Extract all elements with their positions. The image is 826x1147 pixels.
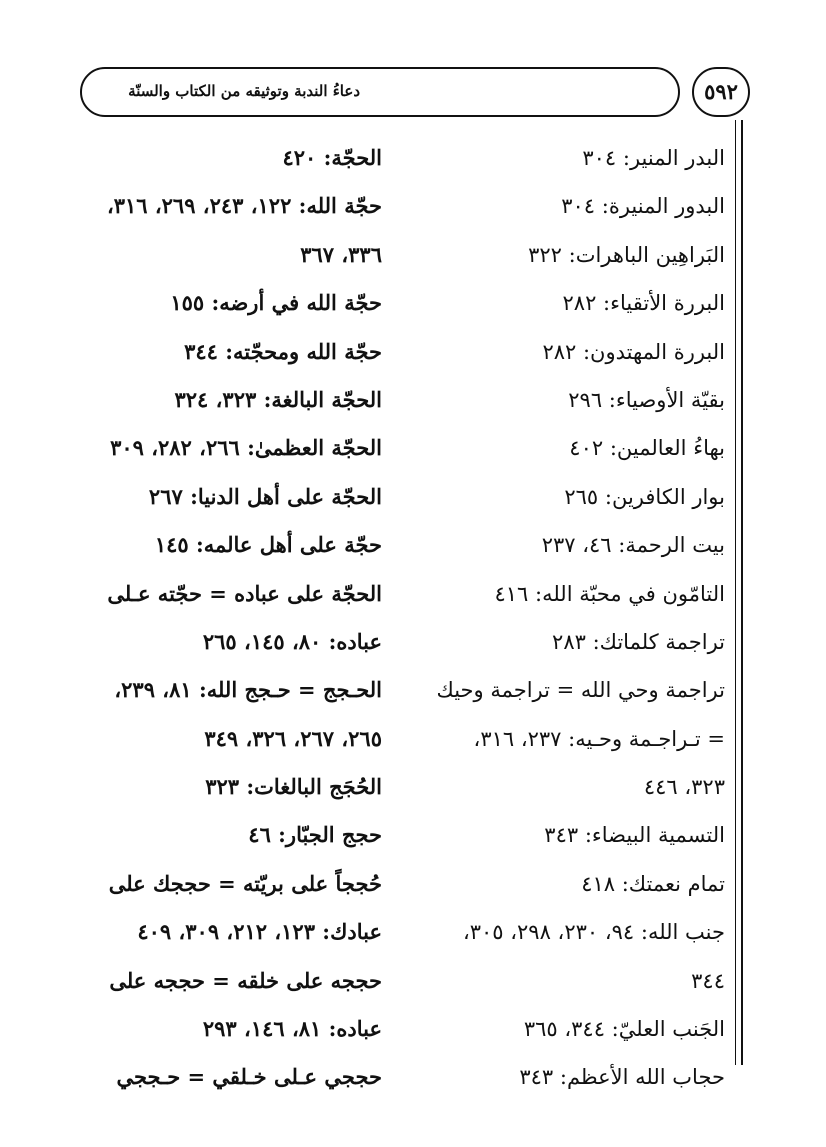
index-line: بقيّة الأوصياء: ٢٩٦ (568, 387, 725, 412)
index-line: الحـجج = حـجج الله: ٨١، ٢٣٩، (114, 677, 382, 703)
index-line: الحجّة: ٤٢٠ (282, 145, 382, 170)
index-line: حجّة الله: ١٢٢، ٢٤٣، ٢٦٩، ٣١٦، (106, 193, 382, 219)
index-line: بهاءُ العالمين: ٤٠٢ (569, 436, 725, 461)
index-line: تمام نعمتك: ٤١٨ (581, 871, 725, 896)
index-line: الحجّة على عباده = حجّته عـلى (107, 580, 382, 606)
index-column-right (400, 134, 725, 1102)
index-line: جنب الله: ٩٤، ٢٣٠، ٢٩٨، ٣٠٥، (462, 920, 725, 945)
index-line: عباده: ٨٠، ١٤٥، ٢٦٥ (202, 628, 382, 654)
index-line: تراجمة وحي الله = تراجمة وحيك (436, 678, 725, 703)
index-line: الجَنب العليّ: ٣٤٤، ٣٦٥ (523, 1017, 725, 1042)
index-line: البدور المنيرة: ٣٠٤ (561, 194, 725, 219)
index-line: عباده: ٨١، ١٤٦، ٢٩٣ (202, 1016, 382, 1042)
index-line: = تـراجـمة وحـيه: ٢٣٧، ٣١٦، (473, 726, 725, 751)
index-line: بوار الكافرين: ٢٦٥ (564, 484, 725, 509)
index-line: بيت الرحمة: ٤٦، ٢٣٧ (541, 533, 725, 558)
index-line: حُججاً على بريّته = حججك على (108, 870, 382, 896)
index-column-left (70, 134, 382, 1102)
index-line: الحُجَج البالغات: ٣٢٣ (205, 774, 382, 800)
margin-rule-inner (735, 120, 736, 1065)
index-line: الحجّة البالغة: ٣٢٣، ٣٢٤ (174, 386, 382, 412)
index-line: حجج الجبّار: ٤٦ (248, 822, 382, 848)
index-line: البدر المنير: ٣٠٤ (582, 146, 725, 170)
running-header-title: دعاءُ الندبة وتوثيقه من الكتاب والسنّة (128, 82, 360, 100)
page-number: ٥٩٢ (692, 67, 750, 117)
index-line: ٣٢٣، ٤٤٦ (643, 775, 725, 800)
index-line: التامّون في محبّة الله: ٤١٦ (494, 581, 725, 606)
index-line: حجّة الله ومحجّته: ٣٤٤ (184, 338, 382, 364)
index-line: التسمية البيضاء: ٣٤٣ (544, 823, 725, 848)
index-line: الحجّة على أهل الدنيا: ٢٦٧ (148, 483, 382, 509)
margin-rule (741, 120, 743, 1065)
index-line: ٣٤٤ (691, 968, 725, 993)
index-line: البررة المهتدون: ٢٨٢ (542, 339, 725, 364)
index-line: حججي عـلى خـلقي = حـججي (116, 1064, 382, 1090)
index-line: الحجّة العظمىٰ: ٢٦٦، ٢٨٢، ٣٠٩ (110, 435, 382, 461)
index-line: البَراهِين الباهرات: ٣٢٢ (528, 242, 725, 267)
index-line: البررة الأتقياء: ٢٨٢ (562, 291, 725, 316)
index-line: عبادك: ١٢٣، ٢١٢، ٣٠٩، ٤٠٩ (137, 919, 382, 945)
index-line: حجّة على أهل عالمه: ١٤٥ (154, 532, 382, 558)
index-line: تراجمة كلماتك: ٢٨٣ (552, 629, 725, 654)
index-line: حجاب الله الأعظم: ٣٤٣ (519, 1065, 725, 1090)
index-line: ٣٣٦، ٣٦٧ (300, 241, 382, 267)
index-line: حجّة الله في أرضه: ١٥٥ (170, 290, 382, 316)
index-line: ٢٦٥، ٢٦٧، ٣٢٦، ٣٤٩ (204, 725, 382, 751)
index-line: حججه على خلقه = حججه على (109, 967, 382, 993)
